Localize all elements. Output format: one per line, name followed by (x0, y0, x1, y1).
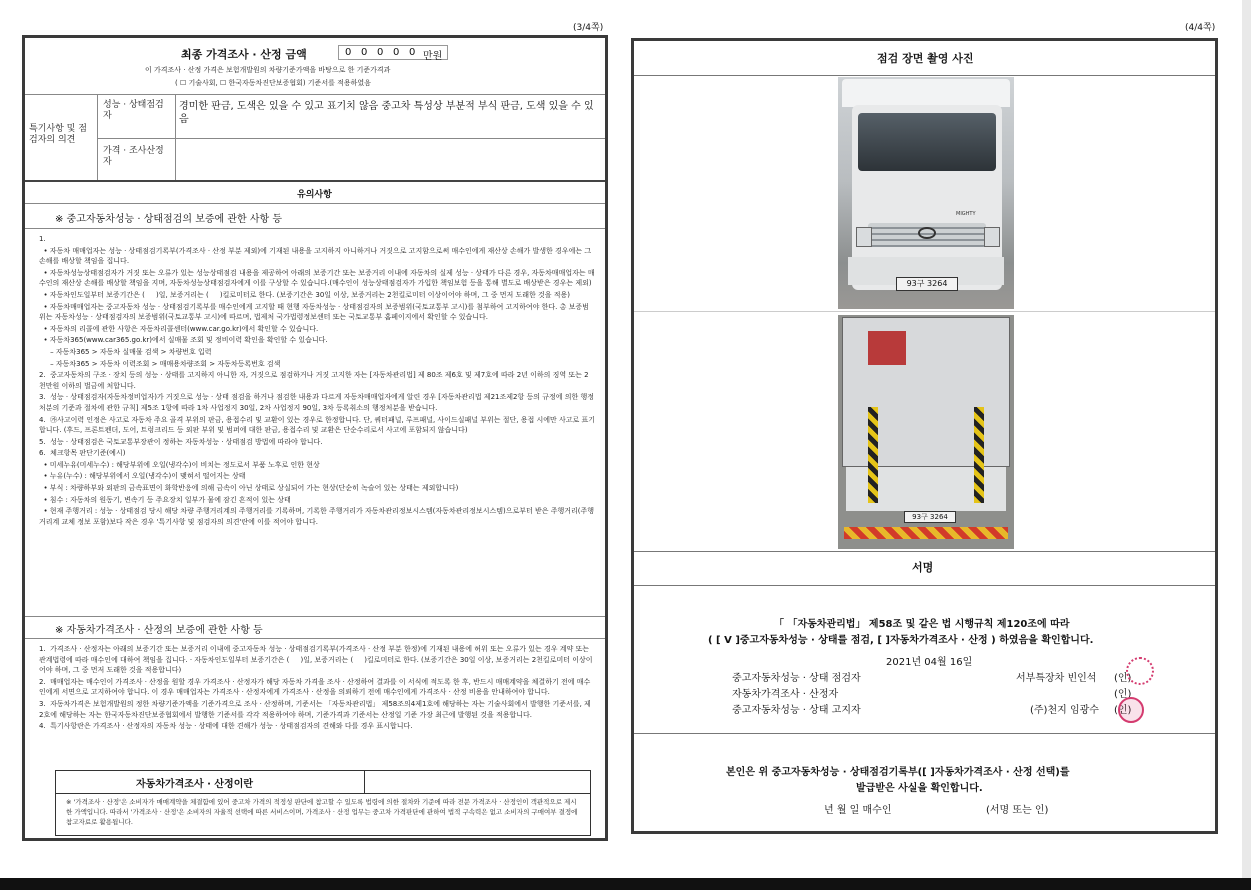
divider (97, 138, 605, 139)
notice-item: • 자동차매매업자는 중고자동차 성능 · 상태점검기록부를 매수인에게 고지할 때 현행 자동차성능 · 상태점검자의 보증범위(국토교통부 고시)를 첨부하여 고지하여야 한다. 총 보증범위는 자동차성능 · 상태점검자의 보증범위(국토교통부 고시)에 따르며, 법제처 국가법령정보센터 또는 국토교통부 홈페이지에서 확인할 수 있습니다. (39, 302, 589, 322)
brand-emblem-icon (918, 227, 936, 239)
divider (97, 94, 98, 180)
appraiser-label: 가격 · 조사산정자 (103, 146, 164, 167)
divider (634, 551, 1215, 552)
notice-item: • 침수 : 자동차의 원동기, 변속기 등 주요장치 일부가 물에 잠긴 흔적이 있는 상태 (39, 495, 291, 504)
buyer-signature-field: (서명 또는 인) (986, 805, 1049, 816)
divider (364, 771, 365, 793)
divider (56, 793, 590, 794)
notice-item: 6. 체크항목 판단기준(예시) (39, 449, 126, 458)
buyer-line: 년 월 일 매수인 (824, 805, 892, 816)
definition-box (55, 770, 591, 836)
amount-digit: 0 (393, 47, 400, 58)
right-page-number: (4/4쪽) (1185, 23, 1216, 33)
sign-date: 2021년 04월 16일 (886, 657, 973, 668)
inspector-opinion: 경미한 판금, 도색은 있을 수 있고 표기치 않음 중고차 특성상 부분적 부식 판금, 도색 있을 수 있음 (179, 101, 594, 125)
notice-title: 유의사항 (297, 190, 332, 200)
headlight-left (856, 227, 872, 247)
notice-item: – 자동차365 > 자동차 실매물 검색 > 차량번호 입력 (39, 347, 212, 356)
amount-digit: 0 (345, 47, 352, 58)
sign-row-label: 중고자동차성능 · 상태 고지자 (732, 705, 861, 716)
front-license-plate: 93구 3264 (896, 277, 958, 291)
truck-front-photo (838, 77, 1014, 309)
divider (175, 94, 176, 180)
divider (25, 638, 605, 639)
safety-stripe-right (974, 407, 984, 503)
rear-bumper-stripe (844, 527, 1008, 539)
amount-digit: 0 (377, 47, 384, 58)
rear-license-plate: 93구 3264 (904, 511, 956, 523)
sign-row-label: 중고자동차성능 · 상태 점검자 (732, 673, 861, 684)
warning-label (868, 331, 906, 365)
taskbar-strip (0, 878, 1251, 890)
sign-row-mark: (인) (1114, 673, 1132, 684)
notice-item: – 자동차365 > 자동차 이력조회 > 매매용차량조회 > 자동차등록번호 검색 (39, 359, 281, 368)
seal-stamp-icon (1118, 697, 1144, 723)
section1-list (39, 234, 595, 528)
section2-title: ※ 자동차가격조사 · 산정의 보증에 관한 사항 등 (55, 625, 263, 636)
notice-item: • 자동차인도일부터 보증기간은 ( )일, 보증거리는 ( )킬로미터로 한다. (보증기간은 30일 이상, 보증거리는 2천킬로미터 이상이어야 하며, 그 중 먼저 도래한 것을 적용) (39, 290, 570, 299)
sign-statement-line2: ( [ V ]중고자동차성능 · 상태를 점검, [ ]자동차가격조사 · 산정 ) 하였음을 확인합니다. (708, 635, 1094, 646)
sign-row-name: 서부특장차 빈인석 (1016, 673, 1097, 684)
notice-item: 4. ㉮사고이력 인정은 사고로 자동차 주요 골격 부위의 판금, 용접수리 및 교환이 있는 경우로 한정합니다. 단, 쿼터패널, 루프패널, 사이드실패널 부위는 절단, 용접 시에만 사고로 표기합니다. (후드, 프론트펜더, 도어, 트렁크리드 등 외판 부위 및 범퍼에 대한 판금, 용접수리 및 교환은 단순수리로서 사고에 포함되지 않습니다) (39, 415, 595, 435)
notice-item: • 현재 주행거리 : 성능 · 상태점검 당시 해당 차량 주행거리계의 주행거리를 기록하며, 기록한 주행거리가 자동차관리정보시스템(자동차관리정보시스템)으로부터 받은 주행거리(주행거리계 교체 정보 포함)보다 작은 경우 '특기사항 및 점검자의 의견'란에 이를 적어야 합니다. (39, 507, 595, 526)
notice-item: 2. 중고자동차의 구조 · 장치 등의 성능 · 상태를 고지하지 아니한 자, 거짓으로 점검하거나 거짓 고지한 자는 [자동차관리법] 제 80조 제6호 및 제7호에 따라 2년 이하의 징역 또는 2천만원 이하의 벌금에 처합니다. (39, 371, 589, 390)
amount-digit: 0 (409, 47, 416, 58)
sign-statement-line1: 「 「자동차관리법」 제58조 및 같은 법 시행규칙 제120조에 따라 (774, 619, 1070, 630)
notice-item: • 미세누유(미세누수) : 해당부위에 오일(냉각수)이 비치는 정도로서 부품 노후로 인한 현상 (39, 460, 320, 469)
divider (634, 75, 1215, 76)
divider (634, 585, 1215, 586)
notice-item: 1. 가격조사 · 산정자는 아래의 보증기간 또는 보증거리 이내에 중고자동차 성능 · 상태점검기록부(가격조사 · 산정 부분 한정)에 기재된 내용에 허위 또는 오류가 있는 경우 계약 또는 관계법령에 따라 매수인에 대하여 책임을 집니다. · 자동차인도일부터 보증기간은 ( )일, 보증거리는 ( )킬로미터로 한다. (보증기간은 30일 이상, 보증거리는 2천킬로미터 이상이어야 하며, 그 중 먼저 도래한 것을 적용합니다) (39, 645, 593, 675)
notice-item: • 자동차365(www.car365.go.kr)에서 실매물 조회 및 정비이력 확인을 확인할 수 있습니다. (39, 336, 328, 345)
divider (634, 311, 1215, 312)
sign-row-mark: (인) (1114, 705, 1132, 716)
notice-item: • 자동차 매매업자는 성능 · 상태점검기록부(가격조사 · 산정 부분 제외)에 기재된 내용을 고지하지 아니하거나 거짓으로 고지함으로써 매수인에게 재산상 손해가 발생한 경우에는 그 손해를 배상할 책임을 집니다. (39, 246, 594, 266)
amount-unit: 만원 (423, 51, 443, 62)
left-page-frame (22, 35, 608, 841)
divider (25, 203, 605, 204)
confirm-line2: 발급받은 사실을 확인합니다. (856, 783, 983, 794)
notice-item: • 부식 : 차량하부와 외판의 금속표면이 화학반응에 의해 금속이 아닌 상태로 상실되어 가는 현상(단순히 녹슬어 있는 상태는 제외합니다) (39, 484, 459, 493)
safety-stripe-left (868, 407, 878, 503)
amount-box (338, 45, 448, 60)
box-body (842, 79, 1010, 107)
final-price-title: 최종 가격조사 · 산정 금액 (181, 48, 307, 61)
left-page-number: (3/4쪽) (573, 23, 604, 33)
headlight-right (984, 227, 1000, 247)
special-notes-label: 특기사항 및 점검자의 의견 (29, 124, 87, 145)
truck-badge: MIGHTY (956, 211, 976, 217)
section1-title: ※ 중고자동차성능 · 상태점검의 보증에 관한 사항 등 (55, 214, 283, 225)
inspector-label: 성능 · 상태점검자 (103, 100, 164, 121)
truck-rear-photo (838, 315, 1014, 549)
section2-list (39, 644, 595, 733)
divider (634, 733, 1215, 734)
definition-text: ※ '가격조사 · 산정'은 소비자가 매매계약을 체결함에 있어 중고차 가격의 적정성 판단에 참고할 수 있도록 법령에 의한 절차와 기준에 따라 전문 가격조사 · 산정인이 객관적으로 제시한 가액입니다. 따라서 '가격조사 · 산정'은 소비자의 자율적 선택에 따른 서비스이며, 가격조사 · 산정 업무는 중고차 가격판단에 관하여 법적 구속력은 없고 소비자의 구매여부 결정에 참고자료로 활용됩니다. (66, 798, 578, 826)
divider (25, 94, 605, 95)
divider (25, 228, 605, 229)
right-page-frame (631, 38, 1218, 834)
windshield (858, 113, 996, 171)
sign-row-name: (주)천지 임광수 (1030, 705, 1099, 716)
notice-item: 2. 매매업자는 매수인이 가격조사 · 산정을 원할 경우 가격조사 · 산정자가 해당 자동차 가격을 조사 · 산정하여 결과를 이 서식에 적도록 한 후, 반드시 매매계약을 체결하기 전에 매수인에게 서면으로 고지하여야 합니다. 이 경우 매매업자는 가격조사 · 산정자에게 가격조사 · 산정을 의뢰하기 전에 매수인에게 가격조사 · 산정 비용을 안내하여야 합니다. (39, 677, 591, 697)
amount-digit: 0 (361, 47, 368, 58)
notice-item: • 자동차성능상태점검자가 거짓 또는 오류가 있는 성능상태점검 내용을 제공하여 아래의 보증기간 또는 보증거리 이내에 자동차의 실제 성능 · 상태가 다른 경우, 자동차매매업자는 매수인의 재산상 손해를 배상할 책임을 지며, 자동차성능상태점검자에게 이를 구상할 수 있습니다.(매수인이 성능상태점검자가 가입한 책임보험 등을 통해 별도로 배상받은 경우는 제외) (39, 268, 595, 288)
confirm-line1: 본인은 위 중고자동차성능 · 상태점검기록부([ ]자동차가격조사 · 산정 선택)를 (726, 767, 1070, 778)
divider (25, 616, 605, 617)
divider (25, 180, 605, 182)
notice-item: • 자동차의 리콜에 관한 사항은 자동차리콜센터(www.car.go.kr)에서 확인할 수 있습니다. (39, 324, 319, 333)
sign-row-label: 자동차가격조사 · 산정자 (732, 689, 839, 700)
price-desc-line1: 이 가격조사 · 산정 가격은 보험개발원의 차량기준가액을 바탕으로 한 기준가격과 (145, 66, 391, 74)
seal-stamp-icon (1126, 657, 1154, 685)
notice-item: • 누유(누수) : 해당부위에서 오일(냉각수)이 맺혀서 떨어지는 상태 (39, 472, 246, 481)
notice-item: 3. 성능 · 상태점검자(자동차정비업자)가 거짓으로 성능 · 상태 점검을 하거나 점검한 내용과 다르게 자동차매매업자에게 알린 경우 [자동차관리법 제21조제2항 등의 규정에 의한 행정처분의 기준과 절차에 관한 규칙] 제5조 1항에 따라 1차 사업정지 30일, 2차 사업정지 90일, 3차 등록취소의 행정처분을 받습니다. (39, 393, 594, 412)
notice-item: 1. (39, 235, 46, 243)
definition-title: 자동차가격조사 · 산정이란 (136, 779, 254, 790)
price-desc-line2: ( ☐ 기술사회, ☐ 한국자동차진단보증협회) 기준서를 적용하였음 (175, 79, 371, 87)
notice-item: 4. 특기사항란은 가격조사 · 산정자의 자동차 성능 · 상태에 대한 견해가 성능 · 상태점검자의 견해와 다를 경우 표시합니다. (39, 722, 413, 731)
sign-title: 서명 (912, 561, 934, 574)
photo-title: 점검 장면 촬영 사진 (877, 52, 974, 65)
sign-row-mark: (인) (1114, 689, 1132, 700)
window-edge (1242, 0, 1251, 890)
notice-item: 5. 성능 · 상태점검은 국토교통부장관이 정하는 자동차성능 · 상태점검 방법에 따라야 합니다. (39, 437, 323, 446)
notice-item: 3. 자동차가격은 보험개발원의 정한 차량기준가액을 기준가격으로 조사 · 산정하며, 기준서는 「자동차관리법」 제58조의4제1호에 해당하는 자는 기술사회에서 발행한 기준서를, 제2호에 해당하는 자는 한국자동차진단보증협회에서 발행한 기준서를 각각 적용하여야 하며, 기준가격과 기준서는 산정일 기준 가장 최근에 발행된 것을 적용합니다. (39, 699, 591, 719)
